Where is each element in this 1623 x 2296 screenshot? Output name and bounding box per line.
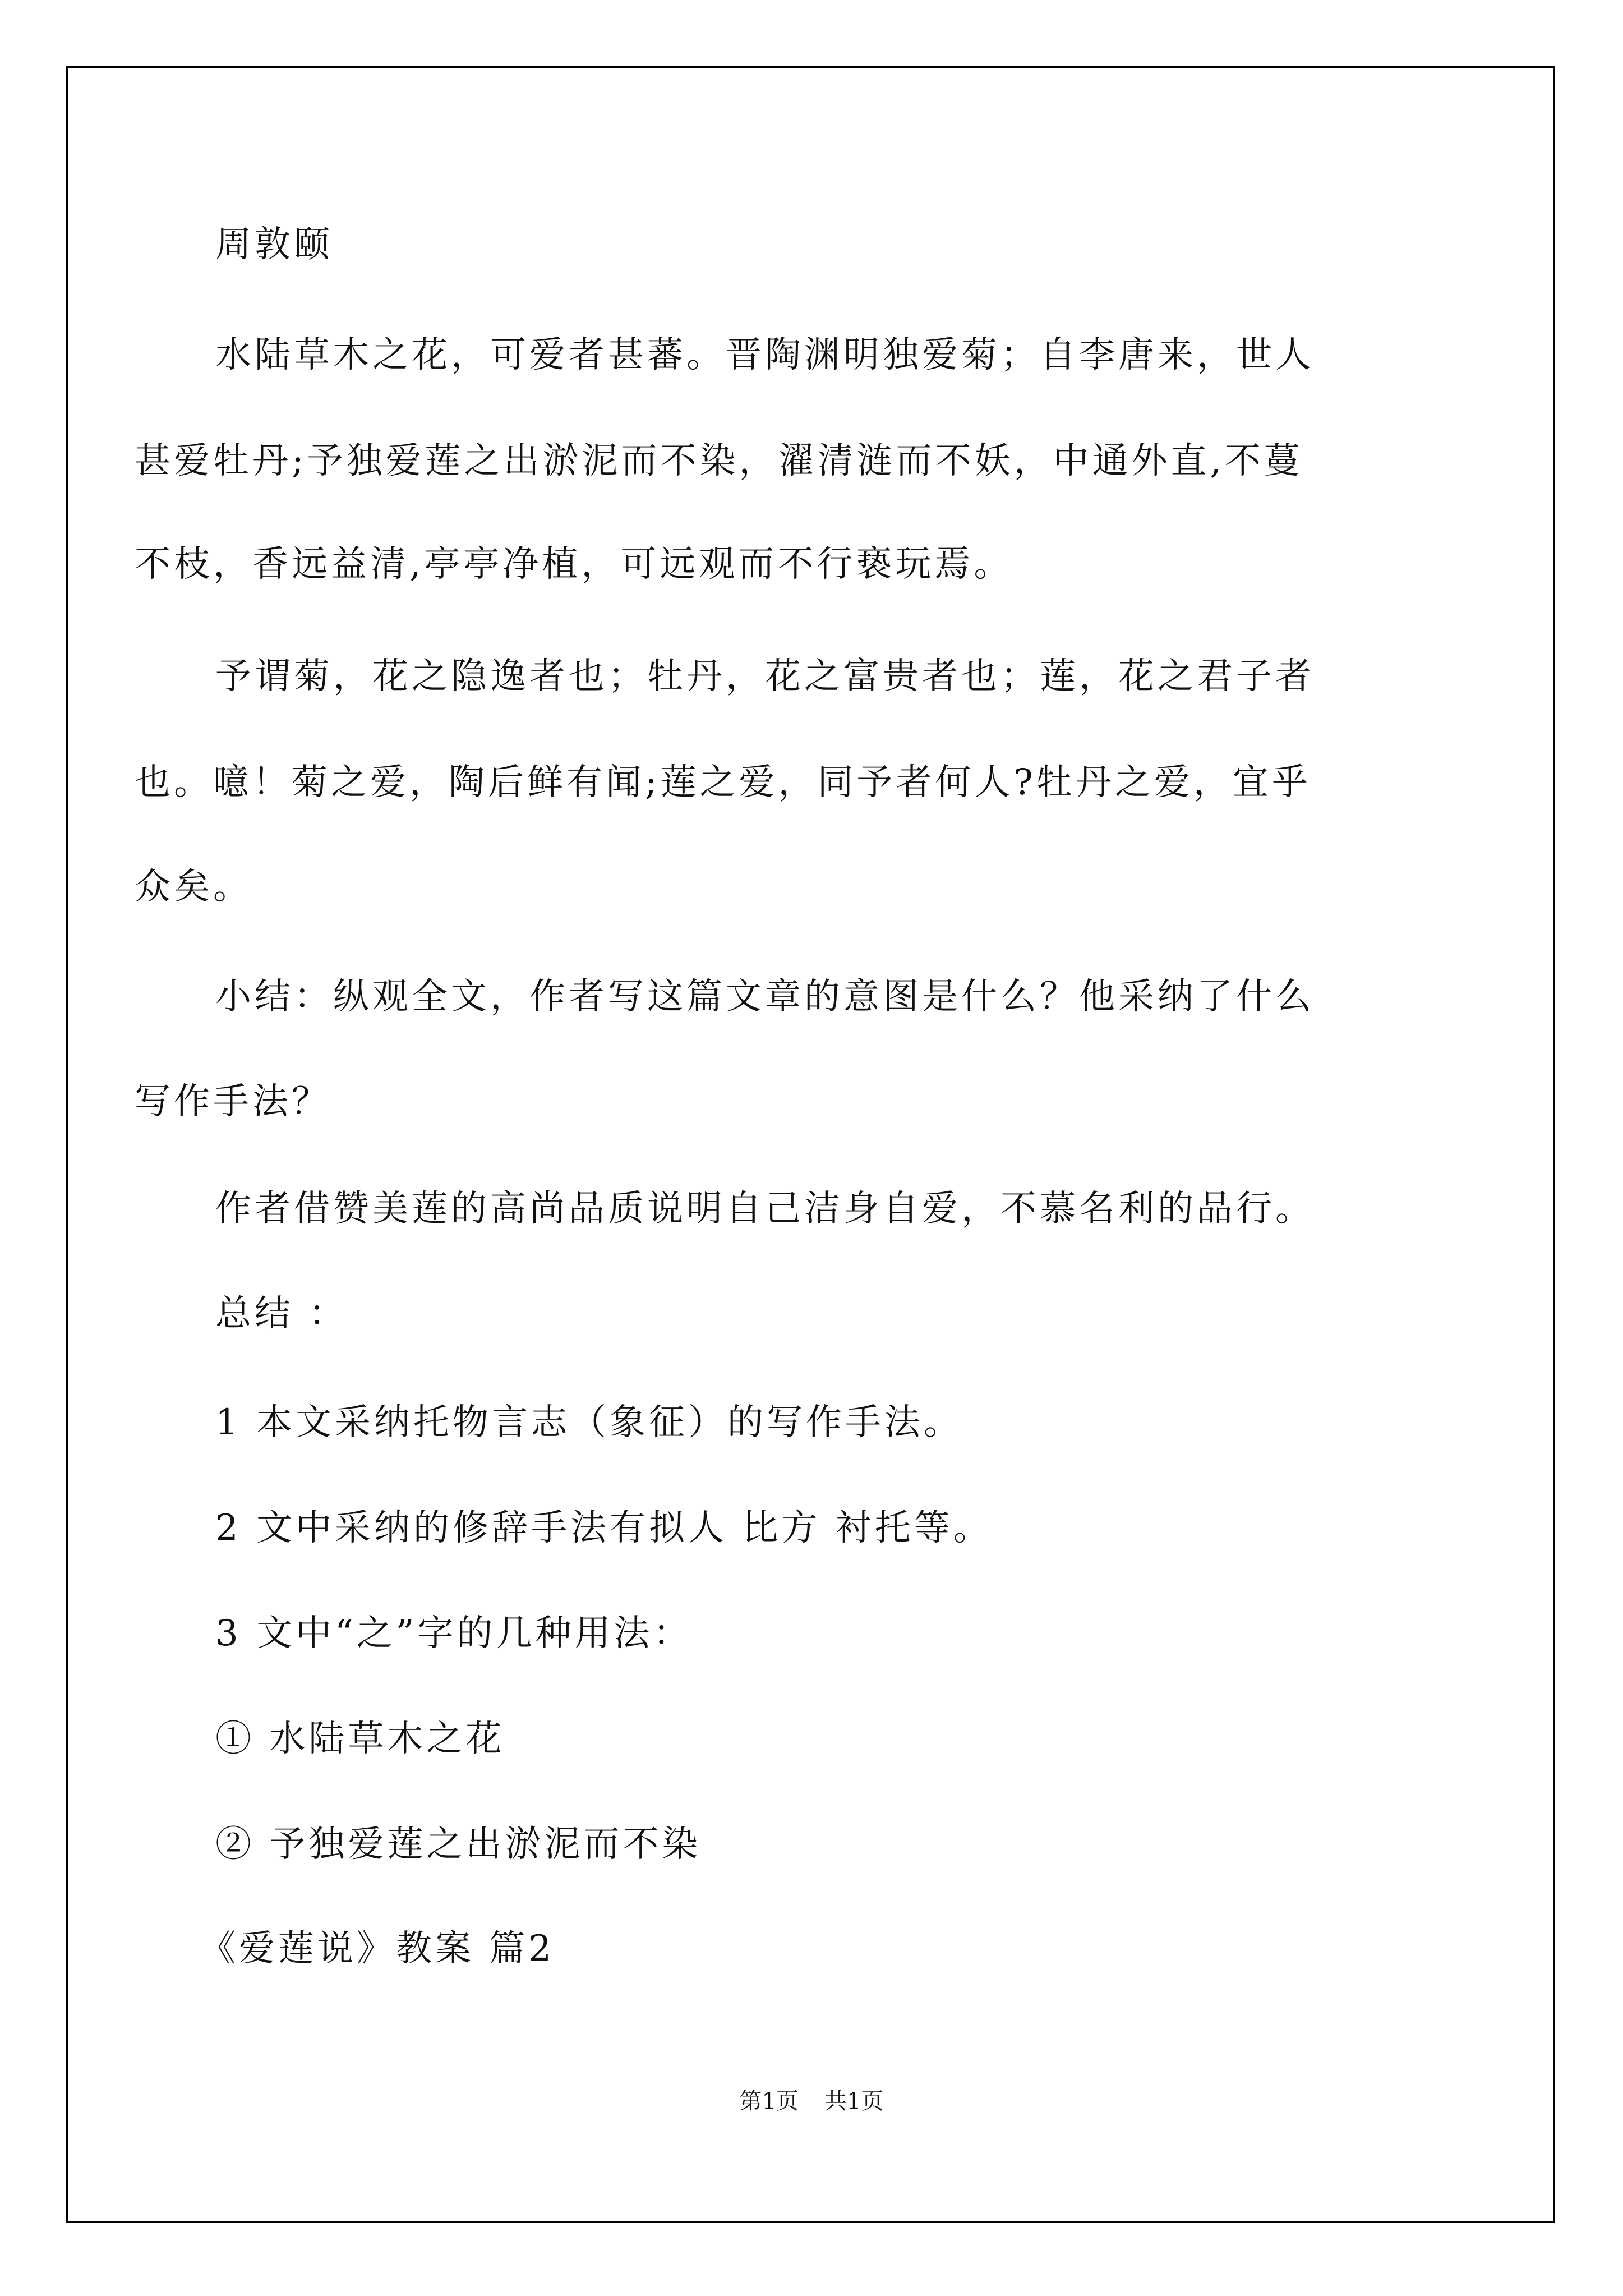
- paragraph-2-line-3: 众矣。: [135, 866, 252, 908]
- page-number-label: 第1页: [739, 2088, 799, 2114]
- paragraph-1-line-2: 甚爱牡丹;予独爱莲之出淤泥而不染，濯清涟而不妖，中通外直,不蔓: [135, 440, 1303, 482]
- author-line: 周敦颐: [215, 224, 333, 265]
- summary-item-2: 2 文中采纳的修辞手法有拟人 比方 衬托等。: [215, 1507, 993, 1549]
- usage-item-1: ① 水陆草木之花: [215, 1718, 505, 1760]
- paragraph-1-line-3: 不枝，香远益清,亭亭净植，可远观而不行亵玩焉。: [135, 544, 1013, 585]
- next-section-title: 《爱莲说》教案 篇2: [200, 1928, 555, 1970]
- total-pages-label: 共1页: [824, 2088, 884, 2114]
- paragraph-1-line-1: 水陆草木之花，可爱者甚蕃。晋陶渊明独爱菊；自李唐来，世人: [215, 334, 1315, 376]
- summary-heading: 总结 ：: [215, 1293, 348, 1335]
- usage-item-2: ② 予独爱莲之出淤泥而不染: [215, 1824, 702, 1865]
- page-border: [66, 66, 1555, 2223]
- summary-item-1: 1 本文采纳托物言志（象征）的写作手法。: [215, 1402, 963, 1443]
- paragraph-3-line-1: 小结：纵观全文，作者写这篇文章的意图是什么？他采纳了什么: [215, 976, 1315, 1018]
- paragraph-2-line-1: 予谓菊，花之隐逸者也；牡丹，花之富贵者也；莲，花之君子者: [215, 656, 1315, 697]
- paragraph-2-line-2: 也。噫！菊之爱，陶后鲜有闻;莲之爱，同予者何人?牡丹之爱，宜乎: [135, 762, 1311, 803]
- paragraph-4-line-1: 作者借赞美莲的高尚品质说明自己洁身自爱，不慕名利的品行。: [215, 1188, 1315, 1230]
- summary-item-3: 3 文中“之”字的几种用法：: [215, 1613, 693, 1654]
- page-footer: [0, 2090, 1623, 2113]
- paragraph-3-line-2: 写作手法？: [135, 1081, 331, 1122]
